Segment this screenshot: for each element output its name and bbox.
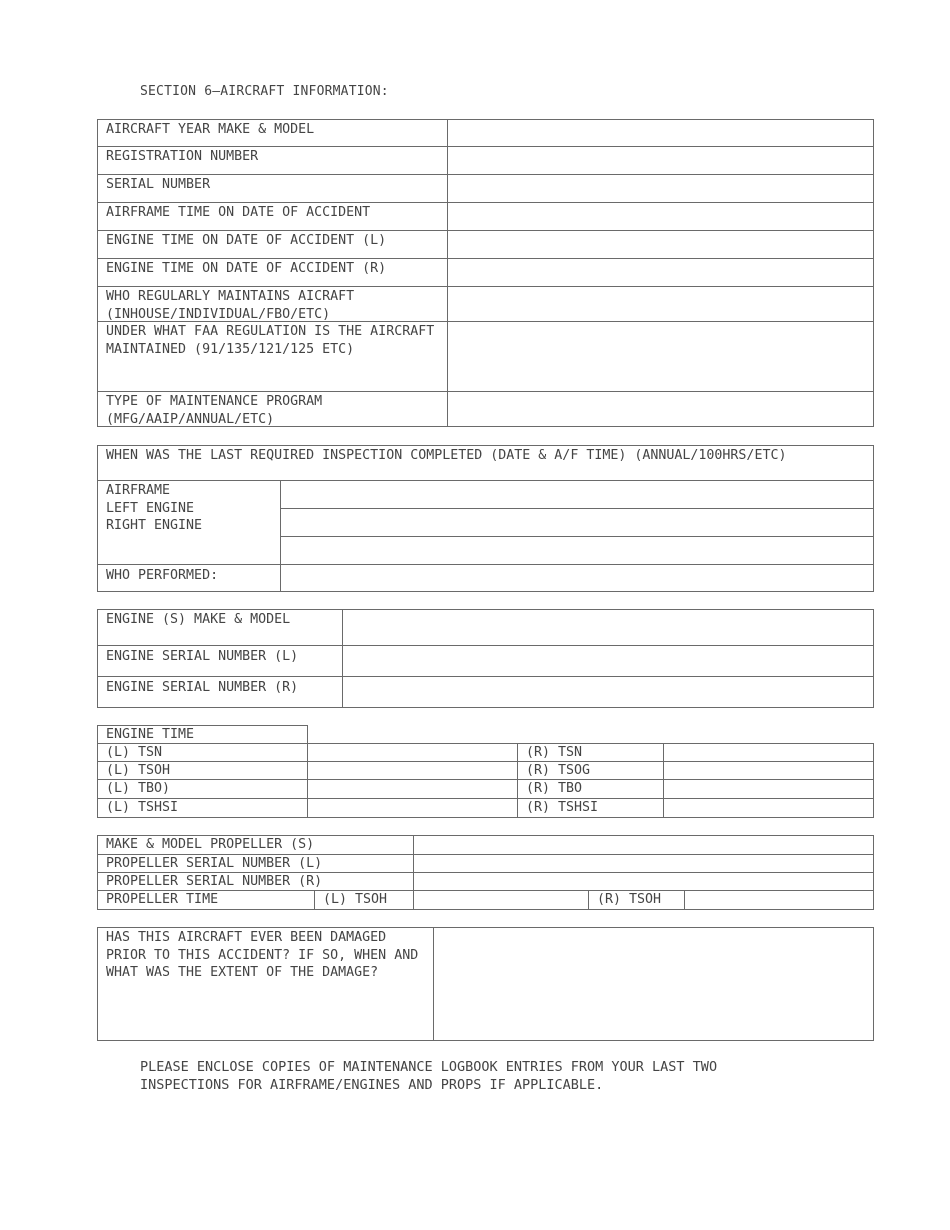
input-right-engine-inspection[interactable]	[280, 536, 874, 565]
label-r-tsn: (R) TSN	[517, 743, 664, 762]
input-who-performed[interactable]	[280, 564, 874, 592]
label-right-engine: RIGHT ENGINE	[106, 518, 203, 533]
input-propeller-make-model[interactable]	[413, 835, 874, 855]
input-registration-number[interactable]	[447, 146, 874, 175]
input-engine-serial-r[interactable]	[342, 676, 874, 708]
label-r-tbo: (R) TBO	[517, 779, 664, 799]
label-propeller-l-tsoh: (L) TSOH	[314, 890, 414, 910]
section-title: SECTION 6—AIRCRAFT INFORMATION:	[140, 84, 389, 99]
input-engine-make-model[interactable]	[342, 609, 874, 646]
input-engine-time-r[interactable]	[447, 258, 874, 287]
label-airframe-time: AIRFRAME TIME ON DATE OF ACCIDENT	[97, 202, 448, 231]
label-propeller-serial-r: PROPELLER SERIAL NUMBER (R)	[97, 872, 414, 891]
label-engine-time-l: ENGINE TIME ON DATE OF ACCIDENT (L)	[97, 230, 448, 259]
input-l-tshsi[interactable]	[307, 798, 518, 818]
label-l-tbo: (L) TBO)	[97, 779, 308, 799]
label-propeller-time: PROPELLER TIME	[97, 890, 315, 910]
input-l-tsoh[interactable]	[307, 761, 518, 780]
label-r-tsog: (R) TSOG	[517, 761, 664, 780]
label-l-tshsi: (L) TSHSI	[97, 798, 308, 818]
input-r-tsog[interactable]	[663, 761, 874, 780]
input-left-engine-inspection[interactable]	[280, 508, 874, 537]
label-who-maintains: WHO REGULARLY MAINTAINS AICRAFT (INHOUSE/INDIVIDUAL/FBO/ETC)	[97, 286, 448, 322]
input-propeller-l-tsoh[interactable]	[413, 890, 589, 910]
label-serial-number: SERIAL NUMBER	[97, 174, 448, 203]
input-propeller-r-tsoh[interactable]	[684, 890, 874, 910]
input-l-tsn[interactable]	[307, 743, 518, 762]
label-engine-serial-l: ENGINE SERIAL NUMBER (L)	[97, 645, 343, 677]
input-r-tbo[interactable]	[663, 779, 874, 799]
input-engine-time-l[interactable]	[447, 230, 874, 259]
inspection-labels	[97, 480, 281, 565]
label-registration-number: REGISTRATION NUMBER	[97, 146, 448, 175]
input-r-tsn[interactable]	[663, 743, 874, 762]
label-who-performed: WHO PERFORMED:	[97, 564, 281, 592]
input-serial-number[interactable]	[447, 174, 874, 203]
label-prior-damage: HAS THIS AIRCRAFT EVER BEEN DAMAGED PRIOR TO THIS ACCIDENT? IF SO, WHEN AND WHAT WAS THE EXTENT OF THE DAMAGE?	[97, 927, 434, 1041]
label-propeller-serial-l: PROPELLER SERIAL NUMBER (L)	[97, 854, 414, 873]
input-faa-regulation[interactable]	[447, 321, 874, 392]
label-left-engine: LEFT ENGINE	[106, 500, 195, 516]
label-propeller-r-tsoh: (R) TSOH	[588, 890, 685, 910]
input-airframe-time[interactable]	[447, 202, 874, 231]
input-prior-damage[interactable]	[433, 927, 874, 1041]
input-propeller-serial-l[interactable]	[413, 854, 874, 873]
footer-note: PLEASE ENCLOSE COPIES OF MAINTENANCE LOGBOOK ENTRIES FROM YOUR LAST TWO INSPECTIONS FOR AIRFRAME/ENGINES AND PROPS IF APPLICABLE.	[140, 1059, 718, 1093]
label-propeller-make-model: MAKE & MODEL PROPELLER (S)	[97, 835, 414, 855]
label-engine-serial-r: ENGINE SERIAL NUMBER (R)	[97, 676, 343, 708]
label-airframe: AIRFRAME	[106, 483, 171, 498]
input-r-tshsi[interactable]	[663, 798, 874, 818]
input-propeller-serial-r[interactable]	[413, 872, 874, 891]
label-engine-make-model: ENGINE (S) MAKE & MODEL	[97, 609, 343, 646]
input-engine-serial-l[interactable]	[342, 645, 874, 677]
input-maintenance-program[interactable]	[447, 391, 874, 427]
input-airframe-inspection[interactable]	[280, 480, 874, 509]
label-engine-time-r: ENGINE TIME ON DATE OF ACCIDENT (R)	[97, 258, 448, 287]
engine-time-header: ENGINE TIME	[97, 725, 308, 744]
label-faa-regulation: UNDER WHAT FAA REGULATION IS THE AIRCRAFT MAINTAINED (91/135/121/125 ETC)	[97, 321, 448, 392]
label-l-tsoh: (L) TSOH	[97, 761, 308, 780]
input-who-maintains[interactable]	[447, 286, 874, 322]
label-r-tshsi: (R) TSHSI	[517, 798, 664, 818]
inspection-header: WHEN WAS THE LAST REQUIRED INSPECTION COMPLETED (DATE & A/F TIME) (ANNUAL/100HRS/ETC)	[97, 445, 874, 481]
label-l-tsn: (L) TSN	[97, 743, 308, 762]
input-l-tbo[interactable]	[307, 779, 518, 799]
label-maintenance-program: TYPE OF MAINTENANCE PROGRAM (MFG/AAIP/ANNUAL/ETC)	[97, 391, 448, 427]
label-year-make-model: AIRCRAFT YEAR MAKE & MODEL	[97, 119, 448, 147]
input-year-make-model[interactable]	[447, 119, 874, 147]
